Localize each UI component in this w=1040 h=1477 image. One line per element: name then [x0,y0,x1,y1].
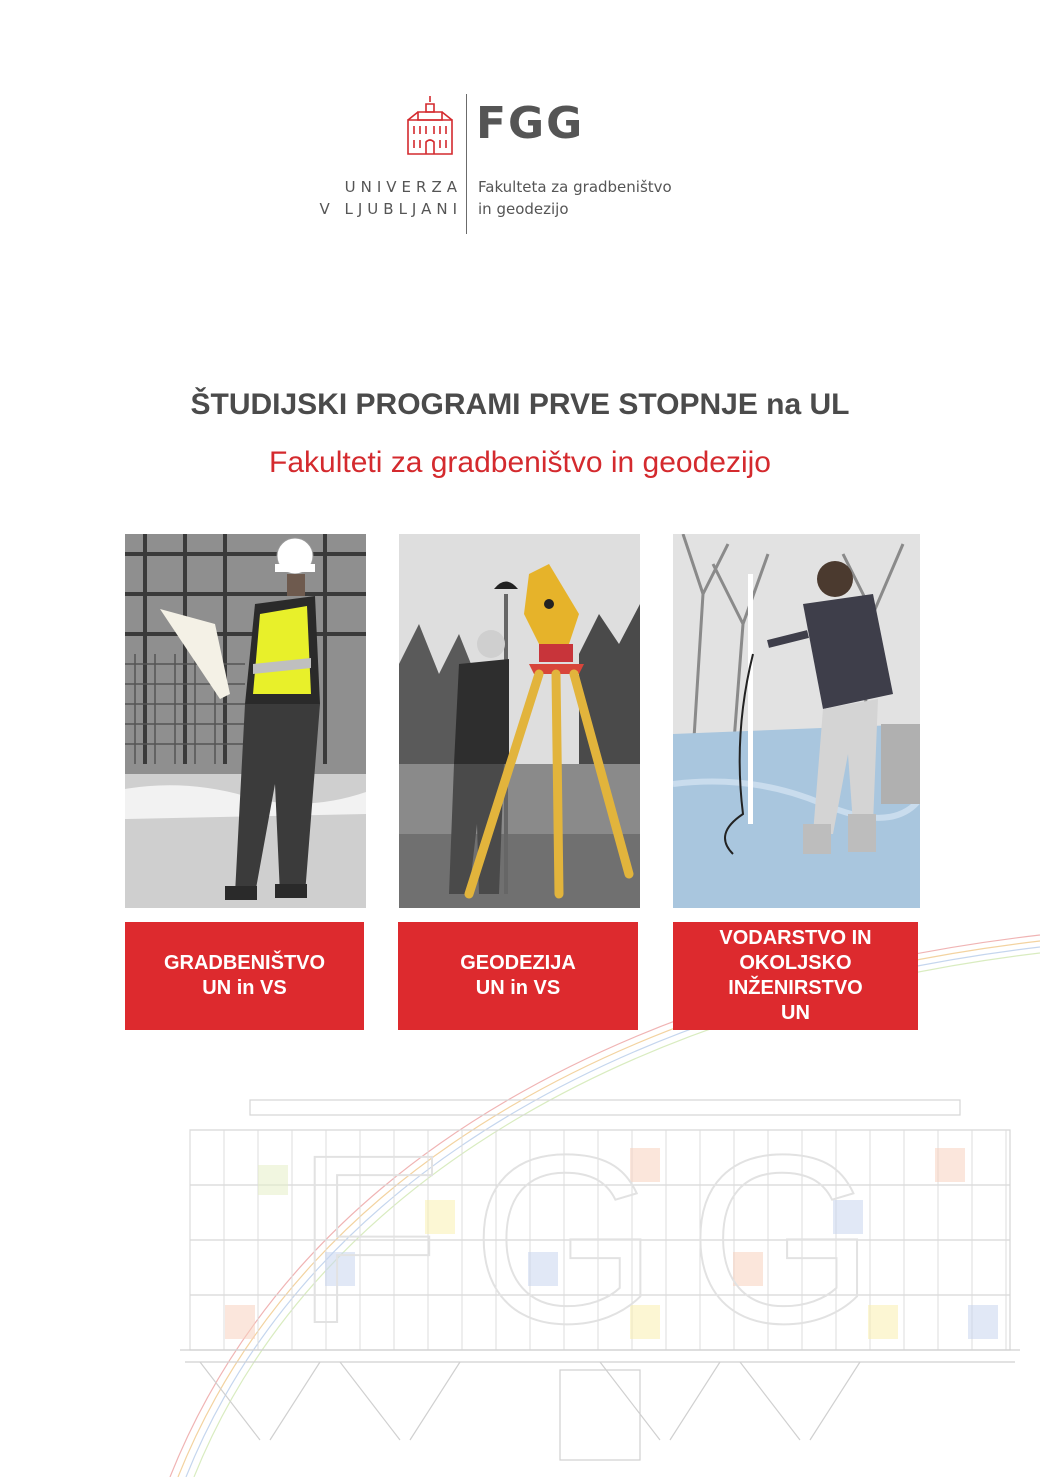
program-button-water-environmental-engineering[interactable] [673,922,918,1030]
program-title-line2: OKOLJSKO [739,952,852,974]
faculty-name-line1: Fakulteta za gradbeništvo [478,178,672,196]
program-level: UN [781,1002,810,1024]
logo-divider [466,94,467,234]
photo-water-engineer [673,534,920,908]
faculty-name [478,176,672,220]
program-title: GRADBENIŠTVO [163,952,326,974]
photo-surveyor [399,534,640,908]
university-crest-icon [404,94,456,156]
faculty-name-line2: in geodezijo [478,200,569,218]
logo-abbreviation: FGG [476,98,585,149]
program-title: GEODEZIJA [460,952,576,974]
program-title-line1: VODARSTVO IN [719,927,872,949]
fgg-logo [319,92,726,242]
program-title-line3: INŽENIRSTVO [728,977,863,999]
university-name-line1: UNIVERZA [344,178,462,196]
university-name-line2: V LJUBLJANI [319,200,462,218]
watermark-text: FGG [295,1105,905,1373]
photo-civil-engineer [125,534,366,908]
page-title: ŠTUDIJSKI PROGRAMI PRVE STOPNJE na UL [190,388,850,421]
program-button-civil-engineering[interactable] [125,922,364,1030]
page-subtitle: Fakulteti za gradbeništvo in geodezijo [269,446,771,479]
university-name [319,176,462,220]
program-level: UN in VS [475,977,561,999]
program-button-geodesy[interactable] [398,922,638,1030]
program-level: UN in VS [202,977,287,999]
